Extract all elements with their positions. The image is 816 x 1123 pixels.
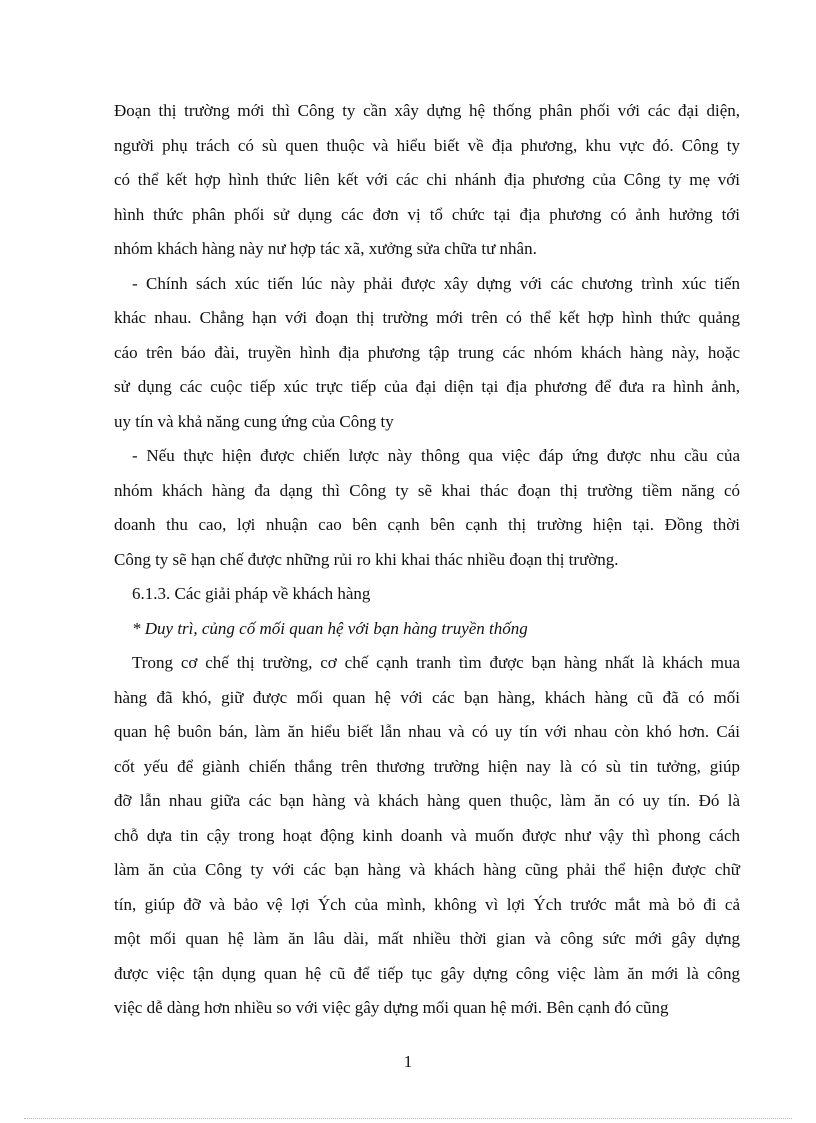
section-heading-text: 6.1.3. Các giải pháp về khách hàng <box>132 584 371 603</box>
text-line: chỗ dựa tin cậy trong hoạt động kinh doanh và muốn được như vậy thì phong cách <box>114 825 740 845</box>
text-line: đỡ lẫn nhau giữa các bạn hàng và khách hàng quen thuộc, làm ăn có uy tín. Đó là <box>114 791 740 810</box>
text-line: người phụ trách có sù quen thuộc và hiểu biết về địa phương, khu vực đó. Công ty <box>114 135 740 155</box>
text-line: - Nếu thực hiện được chiến lược này thông qua việc đáp ứng được nhu cầu của <box>132 446 740 465</box>
text-line: sử dụng các cuộc tiếp xúc trực tiếp của đại diện tại địa phương để đưa ra hình ảnh, <box>114 377 740 396</box>
text-line: Công ty sẽ hạn chế được những rủi ro khi khai thác nhiều đoạn thị trường. <box>114 549 619 569</box>
text-line: uy tín và khả năng cung ứng của Công ty <box>114 411 394 431</box>
paragraph-strategy-result <box>114 439 740 577</box>
text-line: nhóm khách hàng đa dạng thì Công ty sẽ khai thác đoạn thị trường tiềm năng có <box>114 480 740 500</box>
document-body <box>114 94 740 1026</box>
text-line: Đoạn thị trường mới thì Công ty cần xây dựng hệ thống phân phối với các đại diện, <box>114 101 740 120</box>
text-line: có thể kết hợp hình thức liên kết với các chi nhánh địa phương của Công ty mẹ với <box>114 170 740 189</box>
text-line: Trong cơ chế thị trường, cơ chế cạnh tranh tìm được bạn hàng nhất là khách mua <box>132 653 740 672</box>
section-heading <box>114 577 740 612</box>
text-line: quan hệ buôn bán, làm ăn hiểu biết lẫn nhau và có uy tín với nhau còn khó hơn. Cái <box>114 722 740 741</box>
text-line: việc dễ dàng hơn nhiều so với việc gây dựng mối quan hệ mới. Bên cạnh đó cũng <box>114 998 669 1017</box>
text-line: cốt yếu để giành chiến thắng trên thương trường hiện nay là có sù tin tưởng, giúp <box>114 756 740 776</box>
text-line: tín, giúp đỡ và bảo vệ lợi Ých của mình, không vì lợi Ých trước mắt mà bỏ đi cả <box>114 894 740 914</box>
text-line: - Chính sách xúc tiến lúc này phải được xây dựng với các chương trình xúc tiến <box>132 273 740 293</box>
text-line: được việc tận dụng quan hệ cũ để tiếp tục gây dựng công việc làm ăn mới là công <box>114 963 740 983</box>
paragraph-distribution <box>114 94 740 267</box>
text-line: một mối quan hệ làm ăn lâu dài, mất nhiều thời gian và công sức mới gây dựng <box>114 929 740 948</box>
page-bottom-divider <box>24 1118 792 1119</box>
text-line: doanh thu cao, lợi nhuận cao bên cạnh bên cạnh thị trường hiện tại. Đồng thời <box>114 515 740 534</box>
text-line: nhóm khách hàng này nư hợp tác xã, xưởng sửa chữa tư nhân. <box>114 239 537 258</box>
text-line: làm ăn của Công ty với các bạn hàng và khách hàng cũng phải thể hiện được chữ <box>114 860 740 879</box>
subheading-text: * Duy trì, củng cố mối quan hệ với bạn hàng truyền thống <box>132 618 528 638</box>
paragraph-customer-relations <box>114 646 740 1026</box>
text-line: hình thức phân phối sử dụng các đơn vị tổ chức tại địa phương có ảnh hưởng tới <box>114 204 740 224</box>
text-line: hàng đã khó, giữ được mối quan hệ với các bạn hàng, khách hàng cũ đã có mối <box>114 687 740 707</box>
text-line: khác nhau. Chẳng hạn với đoạn thị trường mới trên có thể kết hợp hình thức quảng <box>114 308 740 327</box>
text-line: cáo trên báo đài, truyền hình địa phương tập trung các nhóm khách hàng này, hoặc <box>114 342 740 362</box>
subheading-italic <box>114 612 740 647</box>
page-number: 1 <box>403 1052 413 1071</box>
paragraph-promotion-policy <box>114 267 740 440</box>
